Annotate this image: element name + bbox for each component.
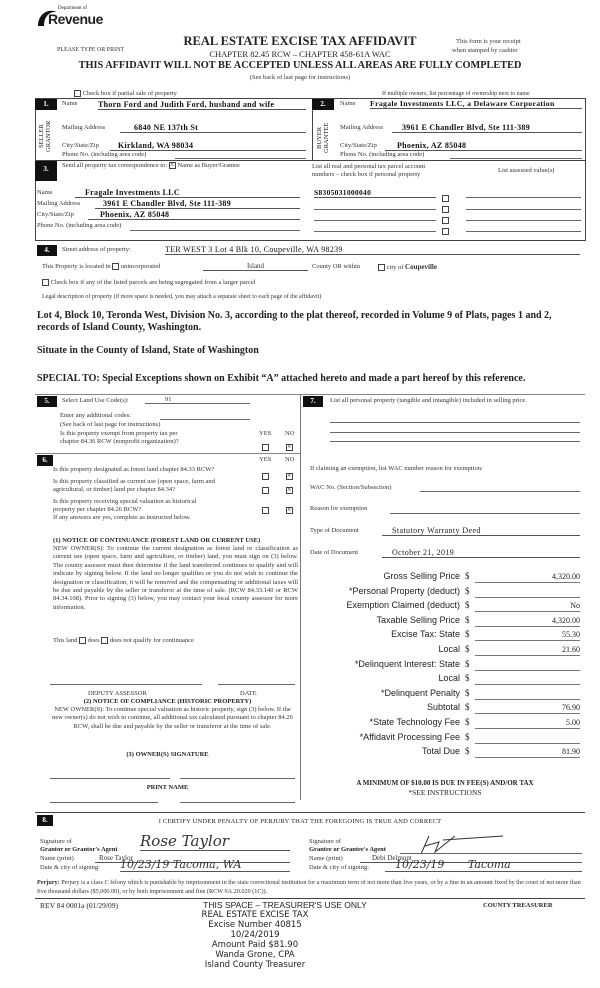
treasurer-use: THIS SPACE – TREASURER'S USE ONLY <box>203 900 367 910</box>
currency-symbol: $ <box>465 571 470 581</box>
unincorporated-checkbox[interactable] <box>42 263 160 270</box>
section-4-number: 4. <box>37 245 57 256</box>
street-address[interactable]: TER WEST 3 Lot 4 Blk 10, Coupeville, WA 98239 <box>165 245 580 255</box>
owner-signature-field[interactable] <box>50 778 170 779</box>
form-title: REAL ESTATE EXCISE TAX AFFIDAVIT <box>183 34 417 48</box>
seller-address[interactable]: 6840 NE 137th St <box>120 123 306 133</box>
currency-symbol: $ <box>465 658 470 669</box>
grantee-name[interactable]: Debi Delmont <box>360 854 582 863</box>
no-header: NO <box>285 430 295 437</box>
buyer-address[interactable]: 3961 E Chandler Blvd, Ste 111-389 <box>392 123 582 133</box>
parcel-number[interactable]: S8305031000040 <box>314 188 436 198</box>
grantor-name[interactable]: Rose Taylor <box>95 854 290 863</box>
same-as-buyer-checkbox[interactable] <box>62 162 240 169</box>
section-8-number: 8. <box>37 815 53 826</box>
city-value: Coupeville <box>405 263 437 271</box>
notice-compliance-text: NEW OWNER(S): To continue special valuation as historic property, sign (3) below. If the new owner(s) do not wish to continue, all additional tax calculated pursuant to chapter 84.26 RCW, shall be due and payable by the seller or transferor at the time of sale. <box>52 706 293 730</box>
county-or-label: County OR within <box>312 263 361 270</box>
fee-value[interactable]: 4,320.00 <box>475 572 580 583</box>
section-6-number: 6. <box>37 455 53 466</box>
fee-value[interactable] <box>475 674 580 685</box>
this-land-row <box>53 637 194 644</box>
currency-symbol: $ <box>465 673 470 684</box>
seller-name-label: Name <box>62 100 78 107</box>
grantor-date-label: Date & city of signing: <box>40 864 100 871</box>
land-use-code[interactable]: 91 <box>145 396 250 404</box>
section-7-number: 7. <box>303 396 323 407</box>
fee-value[interactable]: 76.90 <box>475 703 580 714</box>
stamp-excise-number: Excise Number 40815 <box>208 920 302 930</box>
fee-value[interactable]: 81.90 <box>475 747 580 758</box>
currency-symbol: $ <box>465 702 470 713</box>
fee-value[interactable] <box>475 733 580 744</box>
located-label: This Property is located in <box>42 263 111 270</box>
assessor-date-label: DATE <box>240 690 257 697</box>
logo-text: Revenue <box>48 11 103 27</box>
tax-name[interactable]: Fragale Investments LLC <box>75 188 300 198</box>
tax-city-label: City/State/Zip <box>37 211 74 218</box>
print-name-label: PRINT NAME <box>146 784 189 791</box>
fee-label: *Delinquent Penalty <box>380 687 460 698</box>
partial-sale-label: Check box if partial sale of property <box>82 90 177 97</box>
minimum-due: A MINIMUM OF $10.00 IS DUE IN FEE(S) AND/OR TAX <box>356 779 534 787</box>
fee-value[interactable]: 4,320.00 <box>475 616 580 627</box>
does-not-checkbox[interactable] <box>101 637 108 644</box>
seller-city-label: City/State/Zip <box>62 142 99 149</box>
historic-no-checkbox[interactable] <box>286 501 293 519</box>
print-name-field-2[interactable] <box>180 802 295 803</box>
doc-type[interactable]: Statutory Warranty Deed <box>382 526 580 536</box>
grantee-name-label: Name (print) <box>309 855 343 862</box>
grantor-signature[interactable]: Rose Taylor <box>140 832 290 851</box>
stamp-treasurer-title: Island County Treasurer <box>204 960 306 970</box>
seller-address-label: Mailing Address <box>62 124 106 131</box>
grantor-name-label: Name (print) <box>40 855 74 862</box>
grantee-agent-label: Grantee or Grantee's Agent <box>309 846 386 853</box>
fee-label: Excise Tax: State <box>391 629 460 640</box>
fee-value[interactable] <box>475 689 580 700</box>
legal-description-label: Legal description of property (if more space is needed, you may attach a separate sheet to each page of the affidavit) <box>42 294 322 300</box>
exempt-question: Is this property exempt from property tax per <box>60 430 178 437</box>
grantee-sig-of: Signature of <box>309 838 341 845</box>
this-land-label: This land <box>53 637 78 644</box>
yes-header: YES <box>259 430 272 437</box>
current-use-question: Is this property classified as current use (open space, farm and <box>53 478 215 485</box>
fee-value[interactable] <box>475 660 580 671</box>
buyer-city-label: City/State/Zip <box>340 142 377 149</box>
fee-label: Local <box>438 673 460 684</box>
currency-symbol: $ <box>465 717 470 727</box>
section-2-number: 2. <box>312 99 334 110</box>
tax-phone-field[interactable] <box>130 230 300 231</box>
fee-label: Gross Selling Price <box>383 571 460 581</box>
fee-value[interactable]: No <box>475 601 580 612</box>
buyer-city[interactable]: Phoenix, AZ 85048 <box>385 141 582 151</box>
personal-property-checkbox[interactable] <box>442 222 449 240</box>
situate-text: Situate in the County of Island, State of Washington <box>37 345 259 356</box>
sec6-yes-header: YES <box>259 456 272 463</box>
personal-property-label: List all personal property (tangible and intangible) included in selling price. <box>330 397 527 404</box>
send-correspondence-label: Send all property tax correspondence to: <box>62 162 168 169</box>
if-yes-note: If any answers are yes, complete as instructed below. <box>53 514 191 521</box>
partial-sale-checkbox[interactable] <box>74 90 177 97</box>
perjury-notice <box>37 879 585 896</box>
additional-codes-field[interactable] <box>160 419 250 420</box>
fee-label: Total Due <box>421 746 460 757</box>
currency-symbol: $ <box>465 600 470 611</box>
currency-symbol: $ <box>465 731 470 742</box>
notice-continuance-text: NEW OWNER(S): To continue the current designation as forest land or classification as current use (open space, farm and agriculture, or timber) land, you must sign on (3) below. The county assessor must then determine if the land transferred continues to qualify and will indicate by signing below. If the land no longer qualifies or you do not wish to continue the designation or classification, it will be removed and the compensating or additional taxes will be due and payable by the seller or transferor at the time of sale. (RCW 84.33.140 or RCW 84.34.108). Prior to signing (3) below, you may contact your local county assessor for more information. <box>53 545 298 611</box>
certify-statement: I CERTIFY UNDER PENALTY OF PERJURY THAT THE FOREGOING IS TRUE AND CORRECT <box>158 818 442 825</box>
grantor-sig-of: Signature of <box>40 838 72 845</box>
form-chapter: CHAPTER 82.45 RCW – CHAPTER 458-61A WAC <box>209 49 391 59</box>
fee-label: Local <box>438 644 460 654</box>
stamp-date: 10/24/2019 <box>230 930 280 940</box>
exemption-label: If claiming an exemption, list WAC number reason for exemption: <box>310 465 483 472</box>
historic-question-2: property per chapter 84.26 RCW? <box>53 506 142 513</box>
see-back: (See back of last page for instructions) <box>249 74 351 81</box>
print-name-field[interactable] <box>50 802 158 803</box>
historic-question: Is this property receiving special valuation as historical <box>53 498 197 505</box>
does-checkbox[interactable] <box>79 637 86 644</box>
wac-label: WAC No. (Section/Subsection) <box>310 484 392 491</box>
wac-field[interactable] <box>420 491 580 492</box>
seller-name[interactable]: Thorn Ford and Judith Ford, husband and wife <box>98 100 306 110</box>
street-address-label: Street address of property: <box>62 246 131 253</box>
warning: THIS AFFIDAVIT WILL NOT BE ACCEPTED UNLESS ALL AREAS ARE FULLY COMPLETED <box>78 60 522 71</box>
does-not-label: does not qualify for continuance <box>109 637 194 644</box>
forest-land-question: Is this property designated as forest land chapter 84.33 RCW? <box>53 466 215 473</box>
grantor-agent-label: Grantor or Grantor's Agent <box>40 846 118 853</box>
stamp-treasurer-name: Wanda Grone, CPA <box>215 950 295 960</box>
reason-label: Reason for exemption <box>310 505 368 512</box>
stamp-amount: Amount Paid $81.90 <box>211 940 299 950</box>
parcel-list-label-2: numbers – check box if personal property <box>312 171 421 178</box>
please-type: PLEASE TYPE OR PRINT <box>57 47 125 53</box>
perjury-text: Perjury is a class C felony which is punishable by imprisonment in the state correctional institution for a maximum term of not more than five years, or by a fine in an amount fixed by the court of not more than five thousand dollars ($5,000.00), or by both imprisonment and fine (RCW 9A.20.020 (1C)). <box>37 879 581 895</box>
parcel-list-label: List all real and personal tax parcel account <box>312 163 426 170</box>
currency-symbol: $ <box>465 746 470 757</box>
land-use-label: Select Land Use Code(s): <box>62 397 129 404</box>
owner-signature-title: (3) OWNER(S) SIGNATURE <box>126 751 209 758</box>
historic-yes-checkbox[interactable] <box>262 501 269 519</box>
buyer-address-label: Mailing Address <box>340 124 384 131</box>
additional-codes-label: Enter any additional codes: <box>60 412 131 419</box>
see-instructions: *SEE INSTRUCTIONS <box>408 788 482 797</box>
currency-symbol: $ <box>465 614 470 625</box>
current-use-question-2: agricultural, or timber) land per chapter 84.34? <box>53 486 176 493</box>
tax-phone-label: Phone No. (including area code) <box>37 222 122 229</box>
personal-property-field[interactable] <box>330 422 580 423</box>
deputy-assessor-label: DEPUTY ASSESSOR <box>88 690 147 697</box>
current-use-no-checkbox[interactable] <box>286 481 293 499</box>
multiple-owners-note: If multiple owners, list percentage of ownership next to name <box>382 91 530 97</box>
sec6-no-header: NO <box>285 456 295 463</box>
seller-phone-field[interactable] <box>175 158 306 159</box>
unincorporated-label: unincorporated <box>120 263 161 270</box>
currency-symbol: $ <box>465 644 470 654</box>
currency-symbol: $ <box>465 629 470 640</box>
county-field[interactable]: Island <box>203 262 308 271</box>
does-label: does <box>87 637 100 644</box>
same-as-buyer-label: Name as Buyer/Grantee <box>177 162 240 169</box>
receipt-note-2: when stamped by cashier <box>452 47 518 54</box>
fee-label: *State Technology Fee <box>369 717 460 727</box>
buyer-phone-label: Phone No. (including area code) <box>340 151 425 158</box>
tax-city[interactable]: Phoenix, AZ 85048 <box>88 210 300 220</box>
notice-compliance-title: (2) NOTICE OF COMPLIANCE (HISTORIC PROPERTY) <box>83 698 252 705</box>
seller-grantor-label: SELLER GRANTOR <box>38 120 52 152</box>
city-of-label: city of <box>386 264 404 271</box>
owner-signature-field-2[interactable] <box>180 778 295 779</box>
fee-value[interactable]: 55.30 <box>475 630 580 641</box>
sec5-see-back: (See back of last page for instructions) <box>60 421 161 428</box>
logo-dept: Department of <box>58 6 88 11</box>
perjury-label: Perjury: <box>37 879 60 886</box>
buyer-phone-field[interactable] <box>450 158 582 159</box>
fee-label: *Affidavit Processing Fee <box>359 731 460 742</box>
receipt-note: This form is your receipt <box>456 38 521 45</box>
currency-symbol: $ <box>465 585 470 596</box>
stamp-line: REAL ESTATE EXCISE TAX <box>201 910 309 920</box>
segregated-checkbox[interactable] <box>42 279 256 286</box>
doc-date-label: Date of Document <box>310 549 359 556</box>
buyer-name[interactable]: Fragale Investments LLC, a Delaware Corporation <box>370 99 582 109</box>
special-exceptions: SPECIAL TO: Special Exceptions shown on Exhibit “A” attached hereto and made a part hereof by this reference. <box>37 373 526 384</box>
section-1-number: 1. <box>35 99 57 110</box>
tax-address[interactable]: 3961 E Chandler Blvd, Ste 111-389 <box>95 199 300 209</box>
segregated-label: Check box if any of the listed parcels are being segregated from a larger parcel <box>50 279 256 286</box>
notice-continuance-title: (1) NOTICE OF CONTINUANCE (FOREST LAND OR CURRENT USE) <box>53 537 261 544</box>
section-3-number: 3. <box>35 161 57 181</box>
fee-label: *Personal Property (deduct) <box>348 585 460 596</box>
section-5-number: 5. <box>37 396 57 407</box>
assessed-values-label: List assessed value(s) <box>498 167 555 174</box>
exempt-question-2: chapter 84.36 RCW (nonprofit organization)? <box>60 438 179 445</box>
doc-date[interactable]: October 21, 2019 <box>382 548 580 558</box>
currency-symbol: $ <box>465 687 470 698</box>
seller-city[interactable]: Kirkland, WA 98034 <box>110 141 306 151</box>
treasurer-stamp <box>180 910 330 970</box>
fee-label: Taxable Selling Price <box>376 614 460 625</box>
city-checkbox[interactable] <box>378 263 437 271</box>
tax-address-label: Mailing Address <box>37 200 81 207</box>
tax-name-label: Name <box>37 189 53 196</box>
fee-label: *Delinquent Interest: State <box>354 658 460 669</box>
grantor-date-city[interactable]: 10/23/19 Tacoma, WA <box>120 858 290 872</box>
grantee-date-city[interactable]: 10/23/19 Tacoma <box>385 858 582 872</box>
seller-phone-label: Phone No. (including area code) <box>62 151 147 158</box>
fee-label: Exemption Claimed (deduct) <box>346 600 460 611</box>
current-use-yes-checkbox[interactable] <box>262 481 269 499</box>
fee-value[interactable] <box>475 587 580 598</box>
buyer-name-label: Name <box>340 100 356 107</box>
reason-field[interactable] <box>390 513 580 514</box>
doc-type-label: Type of Document <box>310 527 359 534</box>
fee-value[interactable]: 5.00 <box>475 718 580 729</box>
buyer-grantee-label: BUYER GRANTEE <box>316 122 330 154</box>
grantee-date-label: Date & city of signing: <box>309 864 369 871</box>
county-treasurer: COUNTY TREASURER <box>483 902 553 909</box>
fee-label: Subtotal <box>426 702 460 713</box>
legal-description: Lot 4, Block 10, Teronda West, Division No. 3, according to the plat thereof, recorded in Volume 9 of Plats, pages 1 and 2, records of Island County, Washington. <box>37 310 552 333</box>
revision: REV 84 0001a (01/29/09) <box>40 901 118 910</box>
fee-value[interactable]: 21.60 <box>475 645 580 656</box>
